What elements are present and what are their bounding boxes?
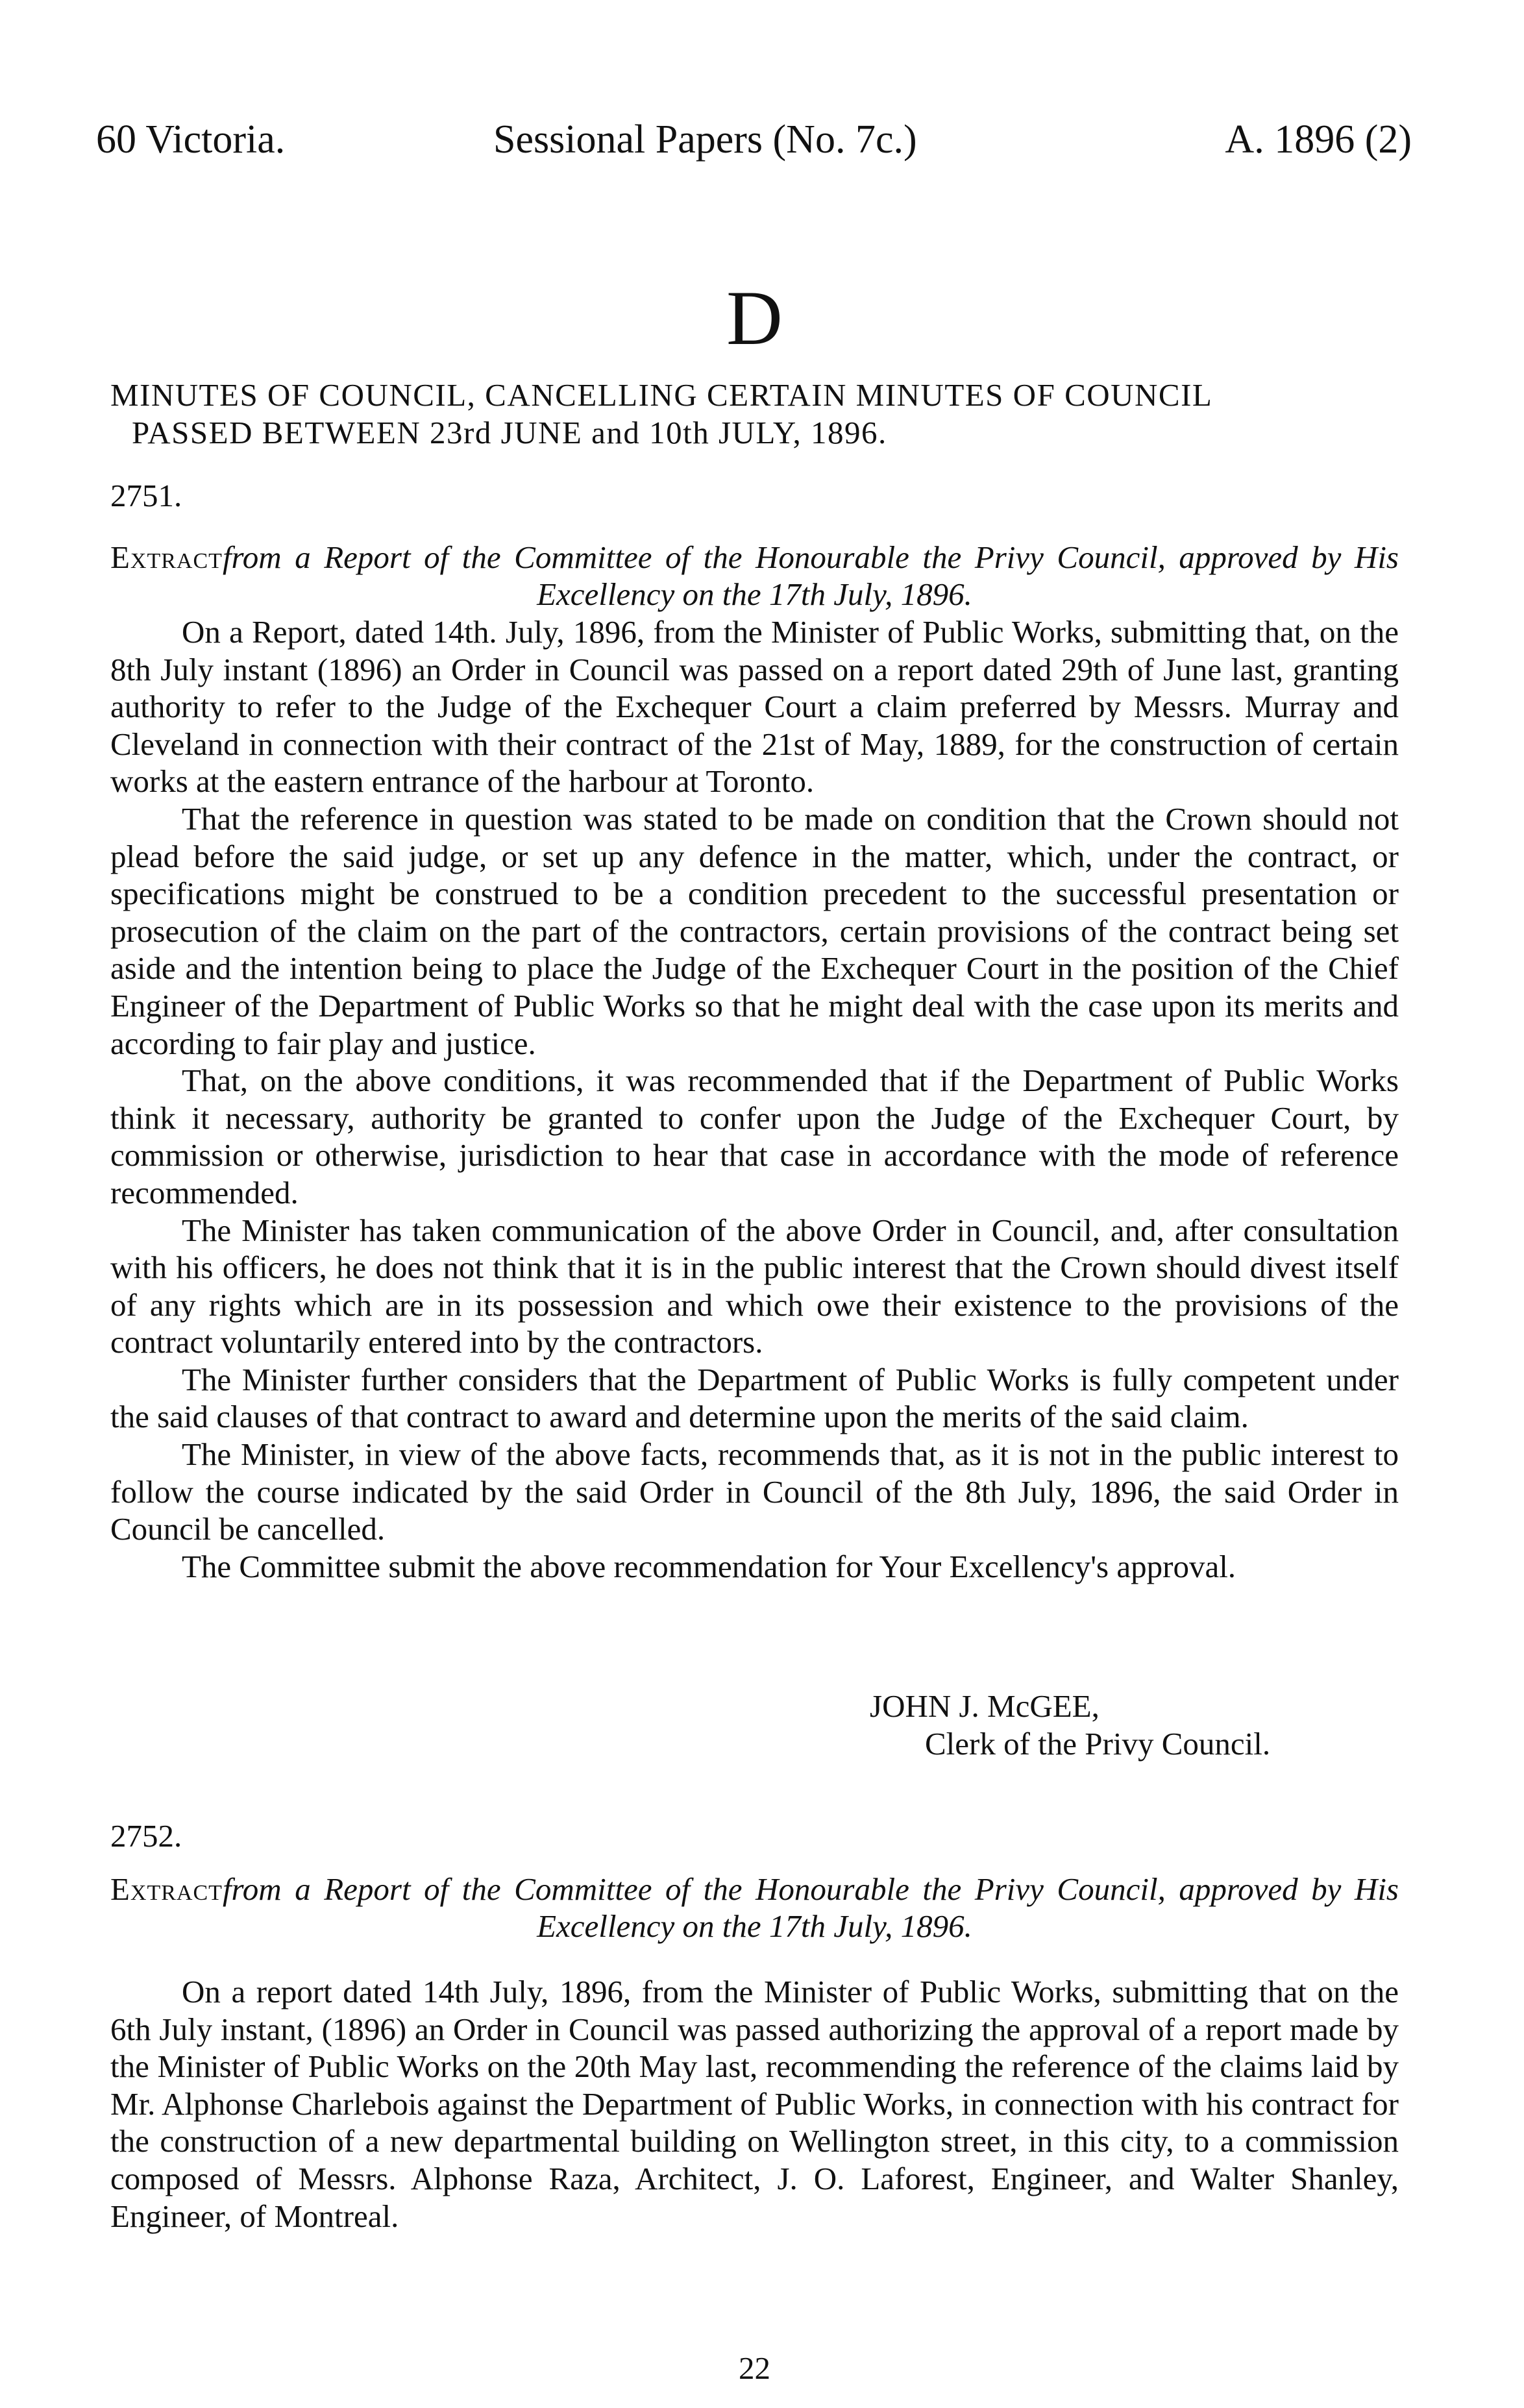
extract-text: from a Report of the Committee of the Honourable the Privy Council, approved by His Excellency on the 17th July, 1896. [222,1871,1399,1944]
minute-body [110,613,1399,1585]
paragraph: On a report dated 14th July, 1896, from the Minister of Public Works, submitting that on the 6th July instant, (1896) an Order in Council was passed authorizing the approval of a report made by the Minister of Public Works on the 20th May last, recommending the reference of the claims laid by Mr. Alphonse Charlebois against the Department of Public Works, in connection with his contract for the construction of a new departmental building on Wellington street, in this city, to a commission composed of Messrs. Alphonse Raza, Architect, J. O. Laforest, Engineer, and Walter Shanley, Engineer, of Montreal. [110,1974,1399,2234]
paragraph: The Minister further considers that the Department of Public Works is fully competent under the said clauses of that contract to award and determine upon the merits of the said claim. [110,1361,1399,1435]
signature-title: Clerk of the Privy Council. [925,1726,1271,1762]
page-number: 22 [739,2350,770,2386]
title-line-2: PASSED BETWEEN 23rd JUNE and 10th JULY, 1896. [132,415,887,450]
paragraph: The Minister has taken communication of the above Order in Council, and, after consultation with his officers, he does not think that it is in the public interest that the Crown should divest itself of any rights which are in its possession and which owe their existence to the provisions of the contract voluntarily entered into by the contractors. [110,1212,1399,1360]
document-title [110,376,1399,452]
extract-heading [110,539,1399,613]
header-sessional-papers: Sessional Papers (No. 7c.) [493,117,917,162]
header-session: 60 Victoria. [96,117,286,162]
paragraph: The Minister, in view of the above facts, recommends that, as it is not in the public interest to follow the course indicated by the said Order in Council of the 8th July, 1896, the said Order in Council be cancelled. [110,1436,1399,1547]
extract-heading [110,1871,1399,1945]
header-year: A. 1896 (2) [1225,117,1412,162]
paragraph: On a Report, dated 14th. July, 1896, from the Minister of Public Works, submitting that, on the 8th July instant (1896) an Order in Council was passed on a report dated 29th of June last, granting authority to refer to the Judge of the Exchequer Court a claim preferred by Messrs. Murray and Cleveland in connection with their contract of the 21st of May, 1889, for the construction of certain works at the eastern entrance of the harbour at Toronto. [110,614,1399,800]
minute-number: 2751. [110,478,182,513]
minute-number: 2752. [110,1818,182,1854]
extract-lead: Extract [110,539,223,575]
minute-body [110,1973,1399,2235]
extract-text: from a Report of the Committee of the Honourable the Privy Council, approved by His Excellency on the 17th July, 1896. [222,539,1399,612]
section-letter: D [726,275,783,361]
title-line-1: MINUTES OF COUNCIL, CANCELLING CERTAIN MINUTES OF COUNCIL [110,377,1213,413]
extract-lead: Extract [110,1871,223,1907]
paragraph: That the reference in question was stated to be made on condition that the Crown should not plead before the said judge, or set up any defence in the matter, which, under the contract, or specifications might be construed to be a condition precedent to the successful presentation or prosecution of the claim on the part of the contractors, certain provisions of the contract being set aside and the intention being to place the Judge of the Exchequer Court in the position of the Chief Engineer of the Department of Public Works so that he might deal with the case upon its merits and according to fair play and justice. [110,800,1399,1061]
signature-name: JOHN J. McGEE, [870,1688,1100,1724]
page-header [96,117,1412,175]
paragraph: The Committee submit the above recommendation for Your Excellency's approval. [182,1548,1236,1584]
paragraph: That, on the above conditions, it was recommended that if the Department of Public Works think it necessary, authority be granted to confer upon the Judge of the Exchequer Court, by commission or otherwise, jurisdiction to hear that case in accordance with the mode of reference recommended. [110,1063,1399,1210]
